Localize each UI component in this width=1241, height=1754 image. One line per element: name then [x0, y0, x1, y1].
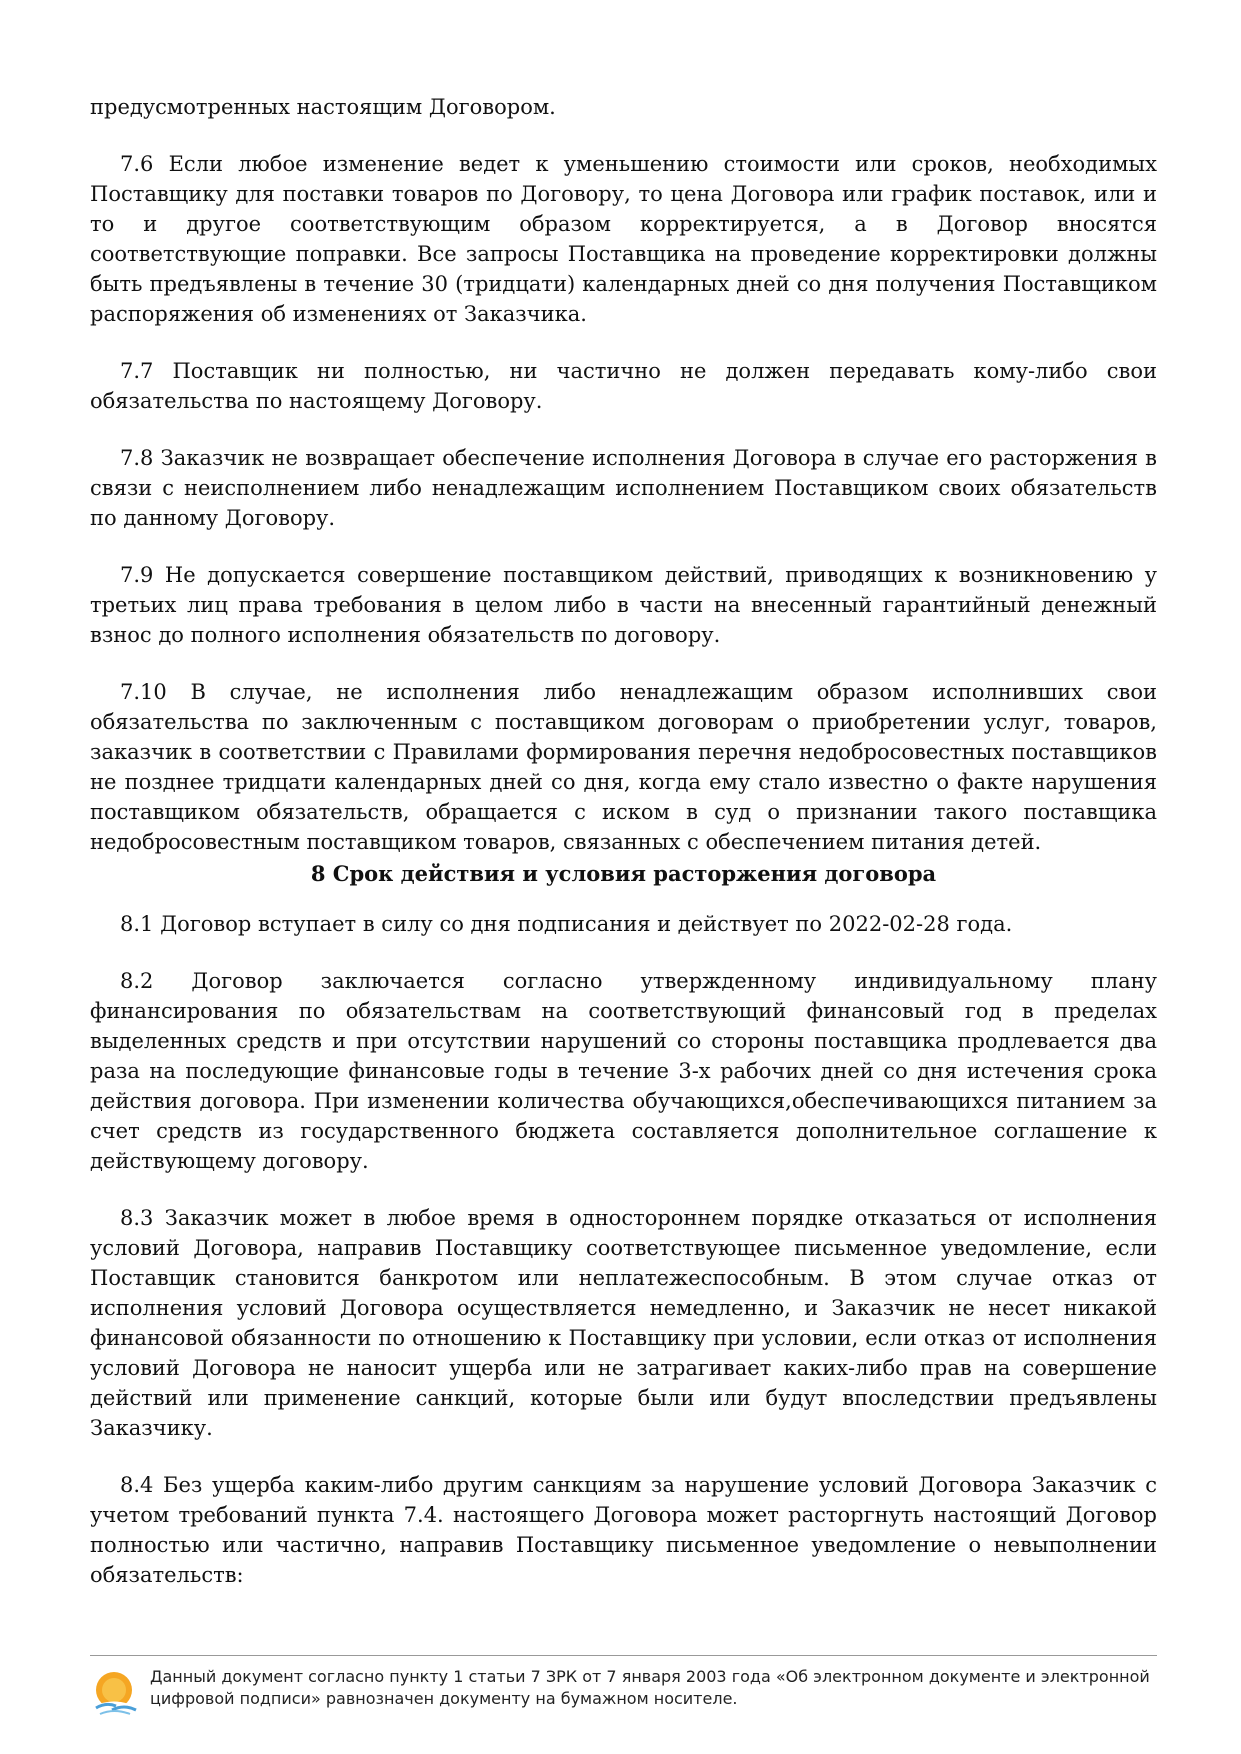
- paragraph-7-10: 7.10 В случае, не исполнения либо ненадлежащим образом исполнивших свои обязательства по заключенным с поставщиком договорам о приобретении услуг, товаров, заказчик в соответствии с Правилами формирования перечня недобросовестных поставщиков не позднее тридцати календарных дней со дня, когда ему стало известно о факте нарушения поставщиком обязательств, обращается с иском в суд о признании такого поставщика недобросовестным поставщиком товаров, связанных с обеспечением питания детей.: [90, 680, 1157, 854]
- paragraph-8-4: 8.4 Без ущерба каким-либо другим санкциям за нарушение условий Договора Заказчик с учетом требований пункта 7.4. настоящего Договора может расторгнуть настоящий Договор полностью или частично, направив Поставщику письменное уведомление о невыполнении обязательств:: [90, 1473, 1157, 1587]
- footer-legal-text: Данный документ согласно пункту 1 статьи 7 ЗРК от 7 января 2003 года «Об электронном документе и электронной цифровой подписи» равнозначен документу на бумажном носителе.: [150, 1667, 1150, 1708]
- paragraph-7-7: 7.7 Поставщик ни полностью, ни частично не должен передавать кому-либо свои обязательства по настоящему Договору.: [90, 359, 1157, 413]
- footer-divider: [90, 1655, 1157, 1656]
- edoc-sun-logo-icon: [90, 1666, 142, 1718]
- paragraph-8-1: 8.1 Договор вступает в силу со дня подписания и действует по 2022-02-28 года.: [120, 912, 1013, 936]
- paragraph-7-8: 7.8 Заказчик не возвращает обеспечение исполнения Договора в случае его расторжения в связи с неисполнением либо ненадлежащим исполнением Поставщиком своих обязательств по данному Договору.: [90, 446, 1157, 530]
- section-8-heading: 8 Срок действия и условия расторжения договора: [310, 861, 937, 886]
- document-body: [90, 92, 1157, 1617]
- paragraph-8-2: 8.2 Договор заключается согласно утвержденному индивидуальному плану финансирования по обязательствам на соответствующий финансовый год в пределах выделенных средств и при отсутствии нарушений со стороны поставщика продлевается два раза на последующие финансовые годы в течение 3-х рабочих дней со дня истечения срока действия договора. При изменении количества обучающихся,обеспечивающихся питанием за счет средств из государственного бюджета составляется дополнительное соглашение к действующему договору.: [90, 969, 1157, 1173]
- paragraph-7-6: 7.6 Если любое изменение ведет к уменьшению стоимости или сроков, необходимых Поставщику для поставки товаров по Договору, то цена Договора или график поставок, или и то и другое соответствующим образом корректируется, а в Договор вносятся соответствующие поправки. Все запросы Поставщика на проведение корректировки должны быть предъявлены в течение 30 (тридцати) календарных дней со дня получения Поставщиком распоряжения об изменениях от Заказчика.: [90, 152, 1157, 326]
- paragraph-8-3: 8.3 Заказчик может в любое время в одностороннем порядке отказаться от исполнения условий Договора, направив Поставщику соответствующее письменное уведомление, если Поставщик становится банкротом или неплатежеспособным. В этом случае отказ от исполнения условий Договора осуществляется немедленно, и Заказчик не несет никакой финансовой обязанности по отношению к Поставщику при условии, если отказ от исполнения условий Договора не наносит ущерба или не затрагивает каких-либо прав на совершение действий или применение санкций, которые были или будут впоследствии предъявлены Заказчику.: [90, 1206, 1157, 1440]
- footer: [90, 1664, 1157, 1724]
- paragraph-7-5-continuation: предусмотренных настоящим Договором.: [90, 95, 556, 119]
- paragraph-7-9: 7.9 Не допускается совершение поставщиком действий, приводящих к возникновению у третьих лиц права требования в целом либо в части на внесенный гарантийный денежный взнос до полного исполнения обязательств по договору.: [90, 563, 1157, 647]
